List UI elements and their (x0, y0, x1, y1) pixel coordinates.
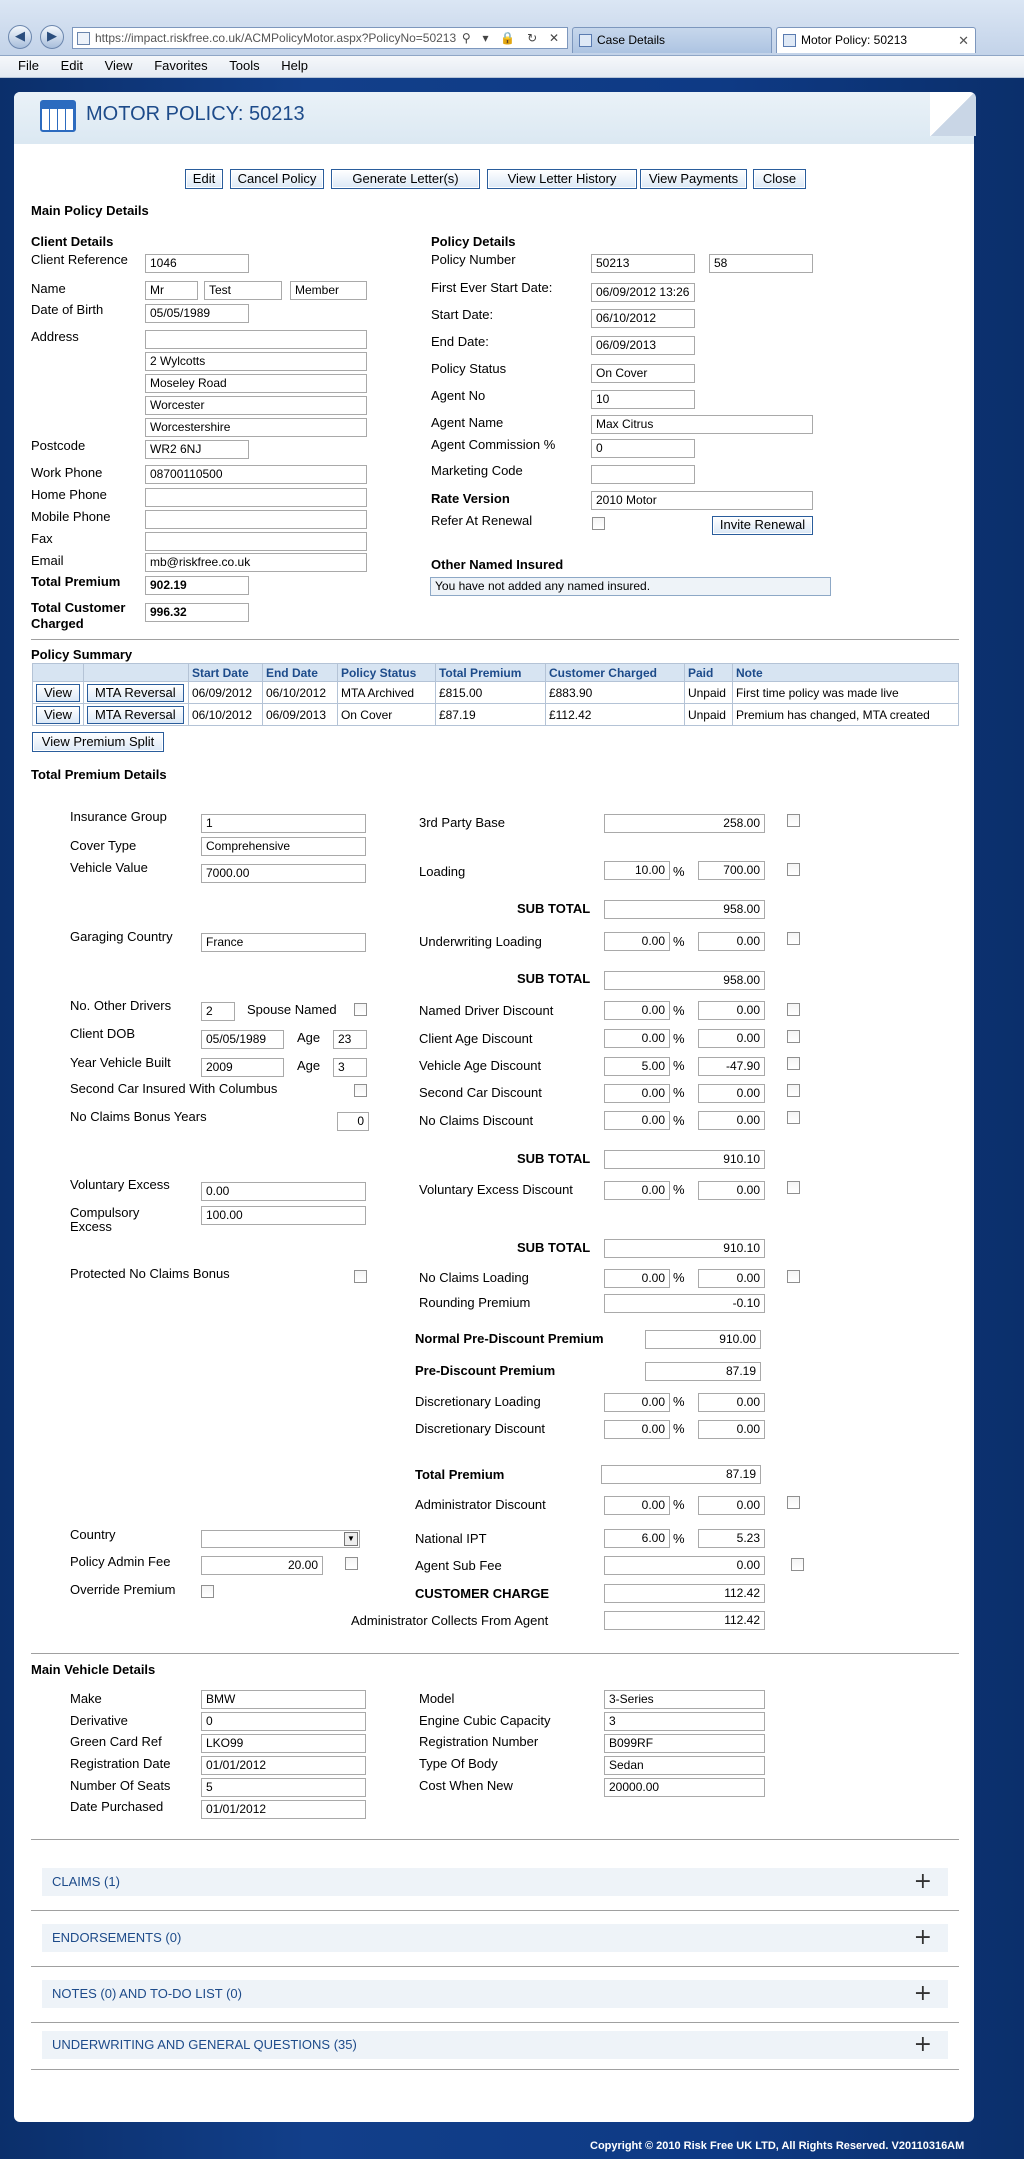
view-premium-split-button[interactable]: View Premium Split (32, 732, 164, 752)
main-policy-heading: Main Policy Details (31, 203, 149, 218)
forward-button[interactable] (40, 25, 64, 49)
policy-summary-table (32, 663, 959, 726)
country-label: Country (70, 1527, 116, 1542)
spouse-named-checkbox[interactable] (354, 1003, 367, 1016)
agent-no-label: Agent No (431, 388, 486, 403)
agent-name-field[interactable]: Max Citrus (591, 415, 813, 434)
copyright-footer: Copyright © 2010 Risk Free UK LTD, All Rights Reserved. V20110316AM (590, 2140, 965, 2152)
divider (31, 639, 959, 640)
tab-page-icon (579, 34, 592, 47)
commission-field[interactable]: 0 (591, 439, 695, 458)
total-charged-field: 996.32 (145, 603, 249, 622)
admin-fee-label: Policy Admin Fee (70, 1554, 171, 1569)
ncd-checkbox[interactable] (787, 1111, 800, 1124)
named-driver-pct-field[interactable]: 0.00 (604, 1001, 670, 1020)
menu-file[interactable]: File (18, 58, 39, 73)
address-line-5[interactable]: Worcestershire (145, 418, 367, 437)
admin-discount-checkbox[interactable] (787, 1496, 800, 1509)
third-party-base-label: 3rd Party Base (419, 815, 505, 830)
admin-collects-field: 112.42 (604, 1611, 765, 1630)
client-dob-field[interactable]: 05/05/1989 (201, 1030, 284, 1049)
commission-label: Agent Commission % (431, 437, 556, 452)
loading-pct-field[interactable]: 10.00 (604, 861, 670, 880)
total-premium-label: Total Premium (31, 574, 121, 589)
email-field[interactable]: mb@riskfree.co.uk (145, 553, 367, 572)
address-line-2[interactable]: 2 Wylcotts (145, 352, 367, 371)
other-named-message: You have not added any named insured. (430, 577, 831, 596)
divider (31, 1839, 959, 1840)
vol-excess-checkbox[interactable] (787, 1181, 800, 1194)
rounding-field[interactable]: -0.10 (604, 1294, 765, 1313)
accordion-label: UNDERWRITING AND GENERAL QUESTIONS (35) (52, 2037, 357, 2052)
total-premium-label: Total Premium (415, 1467, 505, 1482)
second-car-checkbox[interactable] (354, 1084, 367, 1097)
fax-field[interactable] (145, 532, 367, 551)
cell-total-premium: £815.00 (435, 682, 545, 704)
dob-field[interactable]: 05/05/1989 (145, 304, 249, 323)
second-car-disc-field[interactable]: 0.00 (698, 1084, 765, 1103)
pct-sign: % (673, 1270, 685, 1285)
ncd-field[interactable]: 0.00 (698, 1111, 765, 1130)
engine-capacity-field[interactable]: 3 (604, 1712, 765, 1731)
green-card-field[interactable]: LKO99 (201, 1734, 366, 1753)
model-label: Model (419, 1691, 455, 1706)
policy-number-field[interactable]: 50213 (591, 254, 695, 273)
view-letter-history-button[interactable]: View Letter History (487, 169, 637, 189)
menu-help[interactable]: Help (281, 58, 309, 73)
subtotal-label: SUB TOTAL (517, 1151, 591, 1166)
second-car-label: Second Car Insured With Columbus (70, 1081, 278, 1096)
cover-type-field[interactable]: Comprehensive (201, 837, 366, 856)
plus-icon[interactable]: + (913, 1869, 932, 1894)
policy-details-heading: Policy Details (431, 234, 516, 249)
pct-sign: % (673, 1421, 685, 1436)
tab-label: Motor Policy: 50213 (801, 33, 908, 47)
home-phone-label: Home Phone (31, 487, 107, 502)
cost-new-field[interactable]: 20000.00 (604, 1778, 765, 1797)
table-row (33, 682, 959, 704)
accordion-endorsements[interactable] (42, 1924, 948, 1952)
third-party-checkbox[interactable] (787, 814, 800, 827)
voluntary-excess-label: Voluntary Excess (70, 1177, 170, 1192)
date-purchased-label: Date Purchased (70, 1799, 164, 1814)
accordion-claims[interactable] (42, 1868, 948, 1896)
garaging-country-label: Garaging Country (70, 929, 173, 944)
accordion-notes[interactable] (42, 1980, 948, 2008)
pct-sign: % (673, 1031, 685, 1046)
date-purchased-field[interactable]: 01/01/2012 (201, 1800, 366, 1819)
insurance-group-field[interactable]: 1 (201, 814, 366, 833)
normal-pre-discount-label: Normal Pre-Discount Premium (415, 1331, 604, 1346)
cell-customer-charged: £112.42 (545, 704, 684, 726)
tab-case-details[interactable] (572, 27, 772, 53)
divider (31, 1653, 959, 1654)
admin-discount-pct-field[interactable]: 0.00 (604, 1496, 670, 1515)
garaging-country-field[interactable]: France (201, 933, 366, 952)
invite-renewal-button[interactable]: Invite Renewal (712, 516, 813, 535)
vehicle-age-pct-field[interactable]: 5.00 (604, 1057, 670, 1076)
email-label: Email (31, 553, 64, 568)
last-name-field[interactable]: Member (290, 281, 367, 300)
policy-summary-heading: Policy Summary (31, 647, 133, 662)
voluntary-excess-field[interactable]: 0.00 (201, 1182, 366, 1201)
admin-collects-label: Administrator Collects From Agent (351, 1613, 549, 1628)
address-line-1[interactable] (145, 330, 367, 349)
year-built-label: Year Vehicle Built (70, 1055, 171, 1070)
model-field[interactable]: 3-Series (604, 1690, 765, 1709)
title-field[interactable]: Mr (145, 281, 198, 300)
end-date-field[interactable]: 06/09/2013 (591, 336, 695, 355)
dob-label: Date of Birth (31, 302, 104, 317)
subtotal-label: SUB TOTAL (517, 901, 591, 916)
cell-status: MTA Archived (337, 682, 435, 704)
client-age-disc-label: Client Age Discount (419, 1031, 533, 1046)
address-line-3[interactable]: Moseley Road (145, 374, 367, 393)
vehicle-age-disc-field[interactable]: -47.90 (698, 1057, 765, 1076)
pct-sign: % (673, 1497, 685, 1512)
back-arrow-icon: ◀ (15, 29, 25, 44)
reg-date-field[interactable]: 01/01/2012 (201, 1756, 366, 1775)
menu-bar (0, 56, 1024, 78)
reg-number-label: Registration Number (419, 1734, 539, 1749)
disc-loading-field[interactable]: 0.00 (698, 1393, 765, 1412)
admin-discount-label: Administrator Discount (415, 1497, 546, 1512)
vehicle-age-checkbox[interactable] (787, 1057, 800, 1070)
refer-renewal-checkbox[interactable] (592, 517, 605, 530)
work-phone-field[interactable]: 08700110500 (145, 465, 367, 484)
make-label: Make (70, 1691, 102, 1706)
disc-loading-pct-field[interactable]: 0.00 (604, 1393, 670, 1412)
mta-reversal-button[interactable]: MTA Reversal (87, 684, 184, 702)
postcode-label: Postcode (31, 438, 86, 453)
protected-ncb-checkbox[interactable] (354, 1270, 367, 1283)
ncb-years-field[interactable]: 0 (337, 1112, 369, 1131)
cell-total-premium: £87.19 (435, 704, 545, 726)
tab-label: Case Details (597, 33, 666, 47)
second-car-disc-label: Second Car Discount (419, 1085, 542, 1100)
body-type-label: Type Of Body (419, 1756, 498, 1771)
protected-ncb-label: Protected No Claims Bonus (70, 1266, 230, 1281)
vehicle-value-field[interactable]: 7000.00 (201, 864, 366, 883)
menu-tools[interactable]: Tools (229, 58, 260, 73)
home-phone-field[interactable] (145, 488, 367, 507)
cell-start: 06/10/2012 (188, 704, 262, 726)
pct-sign: % (673, 1394, 685, 1409)
vol-excess-disc-label: Voluntary Excess Discount (419, 1182, 573, 1197)
vehicle-age-label: Age (297, 1058, 321, 1073)
back-button[interactable] (8, 25, 32, 49)
start-date-label: Start Date: (431, 307, 494, 322)
view-payments-button[interactable]: View Payments (640, 169, 747, 189)
vehicle-details-heading: Main Vehicle Details (31, 1662, 156, 1677)
divider (31, 1966, 959, 1967)
cell-note: Premium has changed, MTA created (732, 704, 958, 726)
mta-reversal-button[interactable]: MTA Reversal (87, 706, 184, 724)
admin-discount-field[interactable]: 0.00 (698, 1496, 765, 1515)
address-bar[interactable] (72, 27, 568, 49)
col-header-customer-charged: Customer Charged (545, 664, 684, 682)
pct-sign: % (673, 864, 685, 879)
reg-date-label: Registration Date (70, 1756, 171, 1771)
generate-letters-button[interactable]: Generate Letter(s) (331, 169, 480, 189)
cell-paid: Unpaid (684, 682, 732, 704)
override-premium-checkbox[interactable] (201, 1585, 214, 1598)
uw-loading-field[interactable]: 0.00 (698, 932, 765, 951)
customer-charge-field: 112.42 (604, 1584, 765, 1603)
admin-fee-field[interactable]: 20.00 (201, 1556, 323, 1575)
disc-discount-field[interactable]: 0.00 (698, 1420, 765, 1439)
subtotal-1-field: 958.00 (604, 900, 765, 919)
client-age-checkbox[interactable] (787, 1030, 800, 1043)
uw-loading-checkbox[interactable] (787, 932, 800, 945)
subtotal-4-field: 910.10 (604, 1239, 765, 1258)
page-title: MOTOR POLICY: 50213 (86, 103, 305, 125)
insurance-group-label: Insurance Group (70, 809, 167, 824)
rounding-label: Rounding Premium (419, 1295, 531, 1310)
named-driver-label: Named Driver Discount (419, 1003, 554, 1018)
end-date-label: End Date: (431, 334, 489, 349)
other-named-heading: Other Named Insured (431, 557, 564, 572)
plus-icon[interactable]: + (913, 2032, 932, 2057)
disc-discount-label: Discretionary Discount (415, 1421, 546, 1436)
agent-sub-fee-field[interactable]: 0.00 (604, 1556, 765, 1575)
pct-sign: % (673, 934, 685, 949)
reg-number-field[interactable]: B099RF (604, 1734, 765, 1753)
body-type-field[interactable]: Sedan (604, 1756, 765, 1775)
refer-renewal-label: Refer At Renewal (431, 513, 533, 528)
col-header-end: End Date (262, 664, 337, 682)
first-start-field[interactable]: 06/09/2012 13:26 (591, 283, 695, 302)
col-header-total-premium: Total Premium (435, 664, 545, 682)
client-ref-label: Client Reference (31, 252, 128, 267)
address-tools-icons[interactable]: ⚲ ▾ 🔒 ↻ ✕ (461, 31, 563, 45)
tab-motor-policy[interactable] (776, 27, 976, 53)
disc-loading-label: Discretionary Loading (415, 1394, 541, 1409)
cell-status: On Cover (337, 704, 435, 726)
accordion-label: CLAIMS (1) (52, 1874, 120, 1889)
seats-field[interactable]: 5 (201, 1778, 366, 1797)
name-label: Name (31, 281, 66, 296)
vehicle-age-disc-label: Vehicle Age Discount (419, 1058, 542, 1073)
agent-name-label: Agent Name (431, 415, 504, 430)
client-ref-field[interactable]: 1046 (145, 254, 249, 273)
seats-label: Number Of Seats (70, 1778, 171, 1793)
other-drivers-label: No. Other Drivers (70, 998, 172, 1013)
loading-label: Loading (419, 864, 466, 879)
start-date-field[interactable]: 06/10/2012 (591, 309, 695, 328)
policy-status-field[interactable]: On Cover (591, 364, 695, 383)
mobile-phone-field[interactable] (145, 510, 367, 529)
pre-discount-label: Pre-Discount Premium (415, 1363, 556, 1378)
policy-status-label: Policy Status (431, 361, 507, 376)
tab-page-icon (783, 34, 796, 47)
pct-sign: % (673, 1085, 685, 1100)
close-button[interactable]: Close (753, 169, 806, 189)
pct-sign: % (673, 1113, 685, 1128)
close-tab-icon[interactable]: ✕ (958, 33, 969, 48)
browser-chrome (0, 0, 1024, 56)
client-age-field[interactable]: 23 (333, 1030, 367, 1049)
edit-button[interactable]: Edit (185, 169, 223, 189)
menu-edit[interactable]: Edit (60, 58, 83, 73)
mobile-phone-label: Mobile Phone (31, 509, 111, 524)
cell-end: 06/09/2013 (262, 704, 337, 726)
total-premium-field: 902.19 (145, 576, 249, 595)
second-car-disc-checkbox[interactable] (787, 1084, 800, 1097)
uw-loading-label: Underwriting Loading (419, 934, 542, 949)
spouse-named-label: Spouse Named (247, 1002, 337, 1017)
compulsory-excess-field[interactable]: 100.00 (201, 1206, 366, 1225)
age-label: Age (297, 1030, 321, 1045)
pct-sign: % (673, 1058, 685, 1073)
vol-excess-pct-field[interactable]: 0.00 (604, 1181, 670, 1200)
pre-discount-field: 87.19 (645, 1362, 761, 1381)
rate-version-label: Rate Version (431, 491, 510, 506)
agent-sub-fee-checkbox[interactable] (791, 1558, 804, 1571)
second-car-pct-field[interactable]: 0.00 (604, 1084, 670, 1103)
address-line-4[interactable]: Worcester (145, 396, 367, 415)
country-select[interactable] (201, 1530, 360, 1548)
postcode-field[interactable]: WR2 6NJ (145, 440, 249, 459)
admin-fee-checkbox[interactable] (345, 1557, 358, 1570)
divider (31, 2022, 959, 2023)
view-button[interactable]: View (36, 684, 80, 702)
cell-customer-charged: £883.90 (545, 682, 684, 704)
col-header-note: Note (732, 664, 958, 682)
cancel-policy-button[interactable]: Cancel Policy (230, 169, 324, 189)
subtotal-3-field: 910.10 (604, 1150, 765, 1169)
nc-loading-field[interactable]: 0.00 (698, 1269, 765, 1288)
first-start-label: First Ever Start Date: (431, 280, 553, 295)
marketing-code-label: Marketing Code (431, 463, 523, 478)
policy-number-label: Policy Number (431, 252, 516, 267)
chevron-down-icon: ▼ (344, 1532, 358, 1546)
compulsory-excess-label: Compulsory Excess (70, 1205, 140, 1234)
cell-paid: Unpaid (684, 704, 732, 726)
ipt-pct-field[interactable]: 6.00 (604, 1529, 670, 1548)
work-phone-label: Work Phone (31, 465, 103, 480)
loading-checkbox[interactable] (787, 863, 800, 876)
green-card-label: Green Card Ref (70, 1734, 162, 1749)
ncb-years-label: No Claims Bonus Years (70, 1109, 207, 1124)
customer-charge-label: CUSTOMER CHARGE (415, 1586, 550, 1601)
agent-sub-fee-label: Agent Sub Fee (415, 1558, 502, 1573)
vol-excess-disc-field[interactable]: 0.00 (698, 1181, 765, 1200)
url-text: https://impact.riskfree.co.uk/ACMPolicyMotor.aspx?PolicyNo=50213 (95, 31, 457, 45)
total-premium-field: 87.19 (601, 1465, 761, 1484)
marketing-code-field[interactable] (591, 465, 695, 484)
divider (31, 1910, 959, 1911)
accordion-label: NOTES (0) AND TO-DO LIST (0) (52, 1986, 242, 2001)
client-details-heading: Client Details (31, 234, 114, 249)
address-label: Address (31, 329, 79, 344)
cost-new-label: Cost When New (419, 1778, 513, 1793)
plus-icon[interactable]: + (913, 1981, 932, 2006)
normal-pre-discount-field: 910.00 (645, 1330, 761, 1349)
cell-end: 06/10/2012 (262, 682, 337, 704)
make-field[interactable]: BMW (201, 1690, 366, 1709)
rate-version-field[interactable]: 2010 Motor (591, 491, 813, 510)
calendar-icon (40, 100, 76, 132)
page-curl (930, 92, 976, 136)
named-driver-checkbox[interactable] (787, 1003, 800, 1016)
cell-start: 06/09/2012 (188, 682, 262, 704)
pct-sign: % (673, 1531, 685, 1546)
table-header-row (33, 664, 959, 682)
pct-sign: % (673, 1003, 685, 1018)
table-row (33, 704, 959, 726)
fax-label: Fax (31, 531, 53, 546)
client-age-disc-field[interactable]: 0.00 (698, 1029, 765, 1048)
divider (31, 2069, 959, 2070)
named-driver-field[interactable]: 0.00 (698, 1001, 765, 1020)
ncd-pct-field[interactable]: 0.00 (604, 1111, 670, 1130)
nc-loading-pct-field[interactable]: 0.00 (604, 1269, 670, 1288)
nc-loading-label: No Claims Loading (419, 1270, 529, 1285)
uw-loading-pct-field[interactable]: 0.00 (604, 932, 670, 951)
vehicle-age-field[interactable]: 3 (333, 1058, 367, 1077)
subtotal-label: SUB TOTAL (517, 1240, 591, 1255)
other-drivers-field[interactable]: 2 (201, 1002, 235, 1021)
page-icon (77, 32, 90, 45)
cell-note: First time policy was made live (732, 682, 958, 704)
derivative-field[interactable]: 0 (201, 1712, 366, 1731)
agent-no-field[interactable]: 10 (591, 390, 695, 409)
third-party-base-field[interactable]: 258.00 (604, 814, 765, 833)
client-age-pct-field[interactable]: 0.00 (604, 1029, 670, 1048)
year-built-field[interactable]: 2009 (201, 1058, 284, 1077)
menu-favorites[interactable]: Favorites (154, 58, 208, 73)
view-button[interactable]: View (36, 706, 80, 724)
accordion-label: ENDORSEMENTS (0) (52, 1930, 182, 1945)
accordion-underwriting[interactable] (42, 2031, 948, 2059)
col-header-paid: Paid (684, 664, 732, 682)
subtotal-2-field: 958.00 (604, 971, 765, 990)
col-header-mta (83, 664, 188, 682)
ncd-label: No Claims Discount (419, 1113, 534, 1128)
total-charged-label: Total Customer Charged (31, 600, 126, 631)
ipt-field[interactable]: 5.23 (698, 1529, 765, 1548)
engine-capacity-label: Engine Cubic Capacity (419, 1713, 551, 1728)
disc-discount-pct-field[interactable]: 0.00 (604, 1420, 670, 1439)
subtotal-label: SUB TOTAL (517, 971, 591, 986)
first-name-field[interactable]: Test (204, 281, 282, 300)
derivative-label: Derivative (70, 1713, 128, 1728)
vehicle-value-label: Vehicle Value (70, 860, 148, 875)
total-premium-details-heading: Total Premium Details (31, 767, 167, 782)
cover-type-label: Cover Type (70, 838, 137, 853)
menu-view[interactable]: View (104, 58, 133, 73)
national-ipt-label: National IPT (415, 1531, 487, 1546)
col-header-start: Start Date (188, 664, 262, 682)
policy-number-suffix-field[interactable]: 58 (709, 254, 813, 273)
client-dob-label: Client DOB (70, 1026, 136, 1041)
col-header-view (33, 664, 84, 682)
loading-field[interactable]: 700.00 (698, 861, 765, 880)
pct-sign: % (673, 1182, 685, 1197)
plus-icon[interactable]: + (913, 1925, 932, 1950)
nc-loading-checkbox[interactable] (787, 1270, 800, 1283)
forward-arrow-icon: ▶ (47, 29, 57, 44)
col-header-status: Policy Status (337, 664, 435, 682)
override-premium-label: Override Premium (70, 1582, 176, 1597)
